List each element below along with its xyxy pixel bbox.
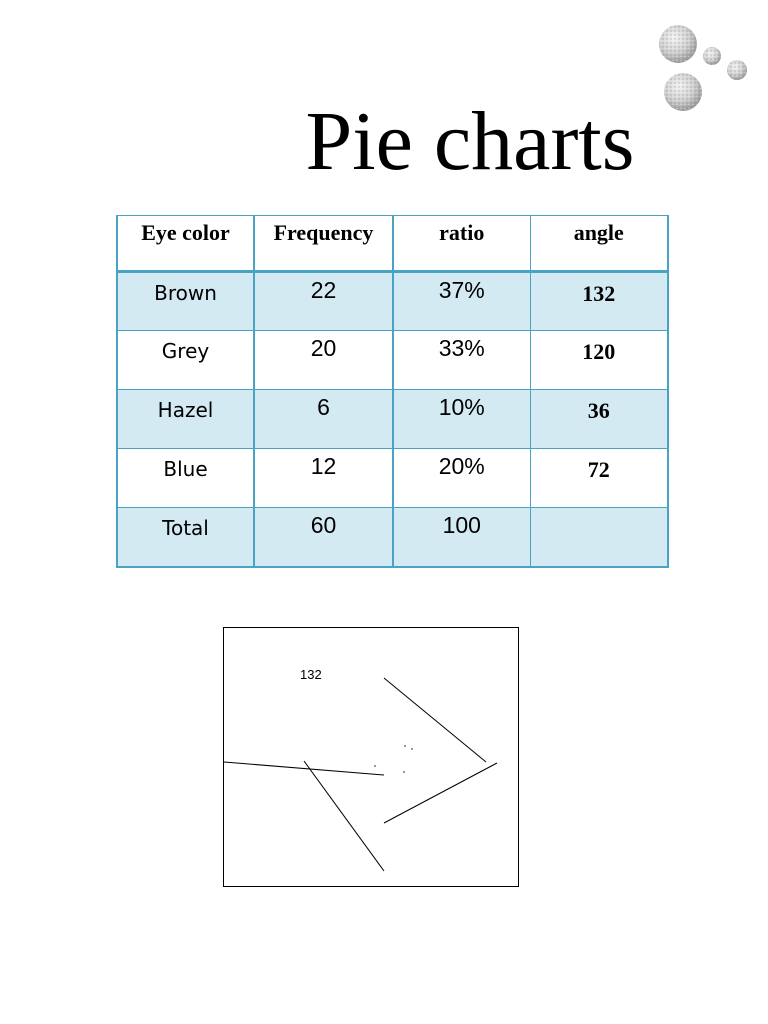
cell-angle	[530, 508, 668, 567]
table-row	[117, 449, 668, 508]
header-eye-color: Eye color	[117, 216, 254, 272]
sketch-line	[304, 761, 384, 871]
header-frequency: Frequency	[254, 216, 393, 272]
cell-angle: 120	[530, 331, 668, 390]
cell-frequency: 20	[254, 331, 393, 390]
angle-label: 132	[300, 667, 322, 682]
table-row	[117, 272, 668, 331]
cell-ratio: 100	[393, 508, 530, 567]
cell-eye-color: Grey	[117, 331, 254, 390]
eye-color-table	[116, 215, 669, 568]
cell-eye-color: Total	[117, 508, 254, 567]
header-ratio: ratio	[393, 216, 530, 272]
cell-eye-color: Brown	[117, 272, 254, 331]
cell-eye-color: Hazel	[117, 390, 254, 449]
table-row	[117, 331, 668, 390]
cell-ratio: 33%	[393, 331, 530, 390]
sketch-line	[384, 678, 486, 762]
cell-frequency: 12	[254, 449, 393, 508]
sketch-dot	[403, 771, 404, 772]
sketch-dot	[404, 745, 405, 746]
table-row	[117, 390, 668, 449]
sketch-line	[384, 763, 497, 823]
sketch-dot	[374, 765, 375, 766]
cell-frequency: 6	[254, 390, 393, 449]
pie-chart-sketch	[223, 627, 519, 887]
sketch-lines	[224, 628, 518, 886]
cell-angle: 72	[530, 449, 668, 508]
cell-frequency: 22	[254, 272, 393, 331]
cell-ratio: 20%	[393, 449, 530, 508]
header-angle: angle	[530, 216, 668, 272]
cell-ratio: 10%	[393, 390, 530, 449]
cell-angle: 36	[530, 390, 668, 449]
table-row-total	[117, 508, 668, 567]
page-title: Pie charts	[305, 95, 635, 188]
cell-ratio: 37%	[393, 272, 530, 331]
cell-eye-color: Blue	[117, 449, 254, 508]
cell-frequency: 60	[254, 508, 393, 567]
sketch-dot	[411, 748, 412, 749]
table-header-row	[117, 216, 668, 272]
cell-angle: 132	[530, 272, 668, 331]
sketch-line	[224, 762, 384, 775]
